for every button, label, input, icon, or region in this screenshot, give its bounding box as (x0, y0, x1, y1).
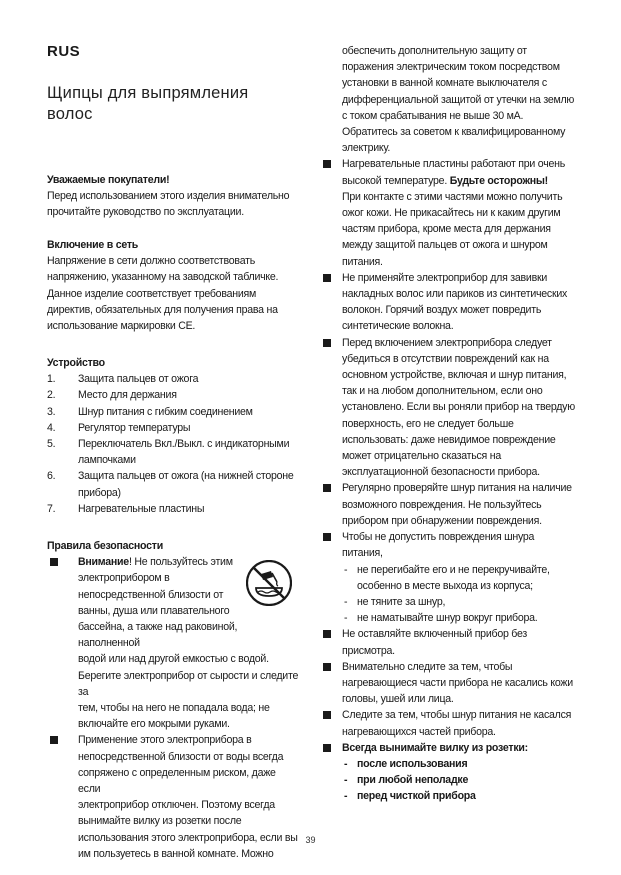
power-section (47, 237, 299, 334)
dash-item: - не перегибайте его и не перекручивайте, особенно в месте выхода из корпуса; (344, 563, 550, 592)
safety-bullet: Не оставляйте включенный прибор без присмотра. (323, 626, 575, 658)
square-bullet-icon (323, 744, 331, 752)
power-line: напряжению, указанному на заводской табличке. (47, 271, 279, 284)
safety-bullet: Чтобы не допустить повреждения шнура питания, - не перегибайте его и не перекручивайте, особенно в месте выхода из корпуса; - не тяните за шнур, - не наматывайте шнур вокруг прибора. (323, 529, 575, 626)
dash-item: - не тяните за шнур, (344, 595, 446, 608)
language-code: RUS (47, 43, 81, 60)
continued-text: обеспечить дополнительную защиту от поражения электрическим током посредством установки в ванной комнате выключателя с дифференциальной защитой от утечки на землю с током срабатывания не выше 30 мА. Обратитесь за советом к квалифицированному электрику. (342, 45, 575, 155)
square-bullet-icon (323, 274, 331, 282)
greeting-section (47, 172, 299, 221)
safety-bullet: Следите за тем, чтобы шнур питания не касался нагревающихся частей прибора. (323, 707, 575, 739)
list-item: 7. Нагревательные пластины (47, 502, 205, 515)
safety-bullet: Применение этого электроприбора в непосредственной близости от воды всегда сопряжено с определенным риском, даже если электроприбор отключен. Поэтому всегда вынимайте вилку из розетки после использования этого электроприбора, если вы им пользуетесь в ванной комнате. Можно (47, 732, 299, 862)
square-bullet-icon (50, 736, 58, 744)
square-bullet-icon (323, 484, 331, 492)
safety-bullet: Внимание! Не пользуйтесь этим электроприбором в непосредственной близости от ванны, душа или плавательного бассейна, а также над раковиной, наполненной водой или над другой емкостью с водой. Берегите электроприбор от сырости и следите за тем, чтобы на него не попадала вода; не включайте его мокрыми руками. (47, 554, 299, 732)
safety-bullet: Перед включением электроприбора следует убедиться в отсутствии повреждений как на основном устройстве, включая и шнур питания, так и на любом дополнительном, если оно установлено. Если вы роняли прибор на твердую поверхность, его не следует больше использовать: даже невидимое повреждение может отрицательно сказаться на эксплуатационной безопасности прибора. (323, 335, 575, 481)
device-section (47, 355, 299, 517)
list-item: 1. Защита пальцев от ожога (47, 373, 199, 386)
device-parts-list (47, 371, 299, 517)
safety-bullet: Нагревательные пластины работают при очень высокой температуре. Будьте осторожны! При контакте с этими частями можно получить ожог кожи. Не прикасайтесь ни к каким другим частям прибора, кроме места для держания между защитой пальцев от ожога и шнуром питания. (323, 156, 575, 269)
dash-item: - не наматывайте шнур вокруг прибора. (344, 612, 538, 625)
list-item: 6. Защита пальцев от ожога (на нижней стороне прибора) (47, 470, 294, 499)
square-bullet-icon (323, 711, 331, 719)
list-item: 2. Место для держания (47, 389, 177, 402)
square-bullet-icon (50, 558, 58, 566)
safety-bullet: Регулярно проверяйте шнур питания на наличие возможного повреждения. Не пользуйтесь прибором при обнаружении повреждения. (323, 480, 575, 529)
greeting-line: прочитайте руководство по эксплуатации. (47, 206, 244, 219)
square-bullet-icon (323, 339, 331, 347)
list-item: 3. Шнур питания с гибким соединением (47, 405, 253, 418)
safety-bullet: Внимательно следите за тем, чтобы нагревающиеся части прибора не касались кожи головы, ушей или лица. (323, 659, 575, 708)
square-bullet-icon (323, 630, 331, 638)
square-bullet-icon (323, 160, 331, 168)
right-column (323, 43, 575, 805)
safety-bullet: Не применяйте электроприбор для завивки накладных волос или париков из синтетических волокон. Горячий воздух может повредить синтетические волокна. (323, 270, 575, 335)
page-title: Щипцы для выпрямления волос (47, 84, 249, 123)
square-bullet-icon (323, 663, 331, 671)
list-item: 5. Переключатель Вкл./Выкл. с индикаторными лампочками (47, 438, 290, 467)
list-item: 4. Регулятор температуры (47, 421, 191, 434)
square-bullet-icon (323, 533, 331, 541)
greeting-line: Перед использованием этого изделия внимательно (47, 190, 290, 203)
power-heading: Включение в сеть (47, 239, 139, 251)
dash-item: - после использования (344, 757, 468, 770)
greeting-heading: Уважаемые покупатели! (47, 174, 170, 186)
device-heading: Устройство (47, 357, 105, 369)
power-line: использование маркировки CE. (47, 320, 196, 333)
power-line: Напряжение в сети должно соответствовать (47, 255, 255, 268)
dash-item: - перед чисткой прибора (344, 790, 476, 803)
power-line: Данное изделие соответствует требованиям (47, 287, 257, 300)
no-water-warning-icon (246, 560, 292, 606)
dash-item: - при любой неполадке (344, 774, 469, 787)
page-number: 39 (305, 835, 316, 845)
power-line: директив, обязательных для получения права на (47, 303, 278, 316)
safety-heading: Правила безопасности (47, 540, 163, 552)
safety-bullet: Всегда вынимайте вилку из розетки: - после использования - при любой неполадке - перед чисткой прибора (323, 740, 575, 805)
